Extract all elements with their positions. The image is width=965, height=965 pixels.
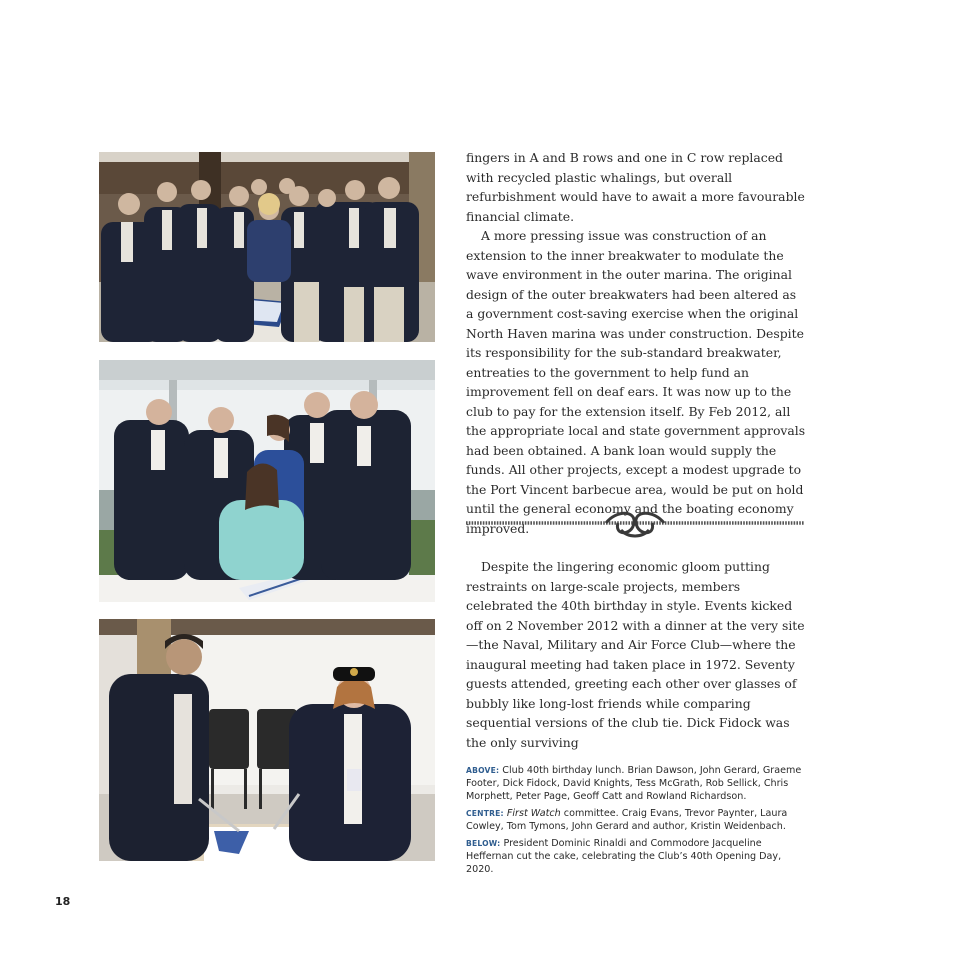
caption-label: ABOVE: (466, 766, 500, 775)
photo-first-watch-committee (99, 360, 435, 602)
caption-text: Club 40th birthday lunch. Brian Dawson, John Gerard, Graeme Footer, Dick Fidock, David Knights, Tess McGrath, Rob Sellick, Chris Morphett, Peter Page, Geoff Catt and Rowland Richardson. (466, 765, 802, 802)
caption-centre (466, 807, 806, 833)
caption-text: President Dominic Rinaldi and Commodore Jacqueline Heffernan cut the cake, celebrating the Club’s 40th Opening Day, 2020. (466, 838, 782, 875)
paragraph: Despite the lingering economic gloom putting restraints on large-scale projects, members celebrated the 40th birthday in style. Events kicked off on 2 November 2012 with a dinner at the very site—the Naval, Military and Air Force Club—where the inaugural meeting had taken place in 1972. Seventy guests attended, greeting each other over glasses of bubbly like long-lost friends while comparing sequential versions of the club tie. Dick Fidock was the only surviving (466, 559, 805, 750)
caption-below (466, 837, 806, 876)
photo-captions (466, 764, 806, 880)
paragraph: fingers in A and B rows and one in C row replaced with recycled plastic whalings, but overall refurbishment would have to await a more favourable financial climate. (466, 150, 805, 224)
paragraph: A more pressing issue was construction of an extension to the inner breakwater to modulate the wave environment in the outer marina. The original design of the outer breakwaters had been altered as a government cost-saving exercise when the original North Haven marina was under construction. Despite its responsibility for the sub-standard breakwater, entreaties to the government to help fund an improvement fell on deaf ears. It was now up to the club to pay for the extension itself. By Feb 2012, all the appropriate local and state government approvals had been obtained. A bank loan would supply the funds. All other projects, except a modest upgrade to the Port Vincent barbecue area, would be put on hold until the general economy and the boating economy improved. (466, 228, 806, 536)
rope-knot-divider (466, 508, 804, 540)
caption-label: CENTRE: (466, 809, 504, 818)
caption-italic: First Watch (506, 808, 561, 819)
caption-label: BELOW: (466, 839, 501, 848)
body-text-block-1 (466, 148, 806, 538)
photo-cake-cutting (99, 619, 435, 861)
body-text-block-2 (466, 557, 806, 752)
caption-above (466, 764, 806, 803)
photo-birthday-lunch (99, 152, 435, 342)
caption-text: committee. Craig Evans, Trevor Paynter, Laura Cowley, Tom Tymons, John Gerard and author, Kristin Weidenbach. (466, 808, 788, 832)
page-number: 18 (55, 895, 71, 908)
